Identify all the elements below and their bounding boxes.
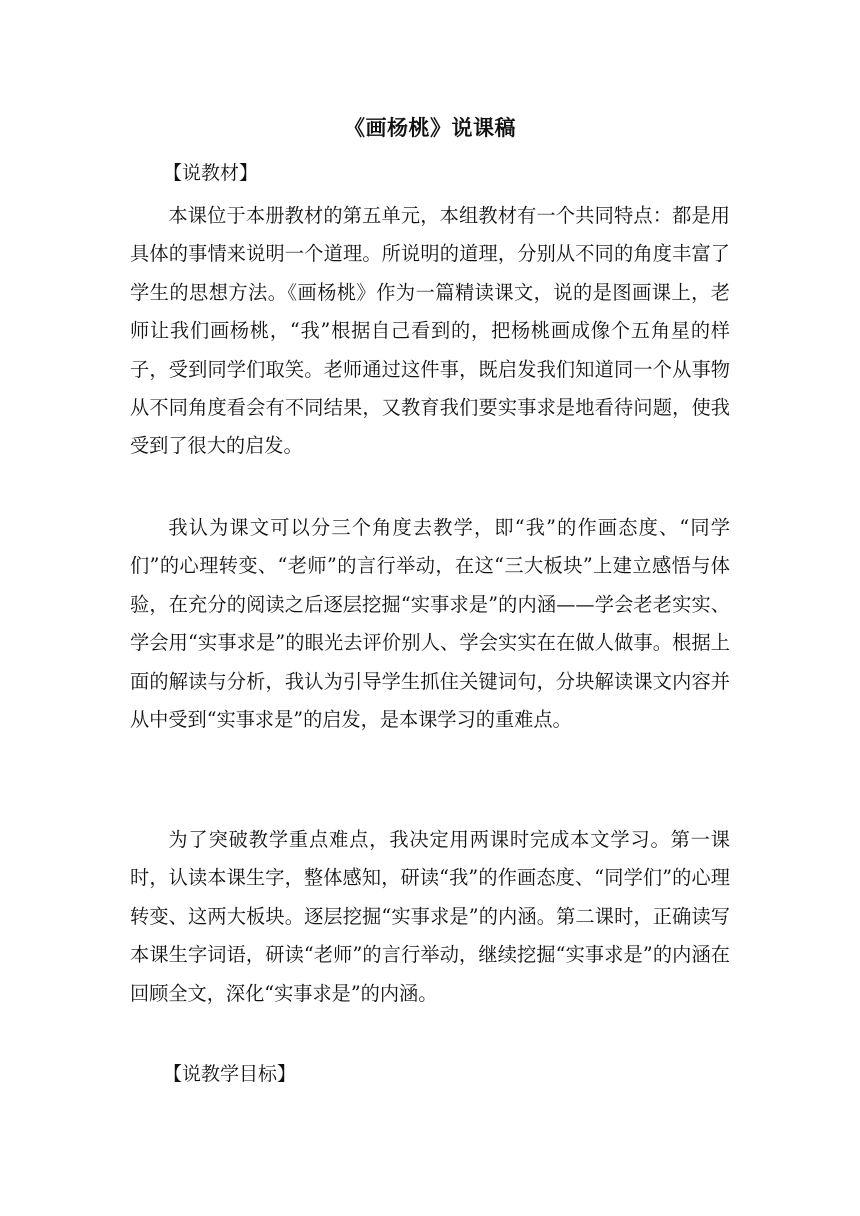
paragraph-2: 我认为课文可以分三个角度去教学，即“我”的作画态度、“同学们”的心理转变、“老师”的言行举动，在这“三大板块”上建立感悟与体验，在充分的阅读之后逐层挖掘“实事求是”的内涵——学会老老实实、学会用“实事求是”的眼光去评价别人、学会实实在在做人做事。根据上面的解读与分析，我认为引导学生抓住关键词句，分块解读课文内容并从中受到“实事求是”的启发，是本课学习的重难点。: [130, 516, 730, 732]
section-heading-teaching-material: 【说教材】: [163, 162, 259, 184]
paragraph-3: 为了突破教学重点难点，我决定用两课时完成本文学习。第一课时，认读本课生字，整体感知，研读“我”的作画态度、“同学们”的心理转变、这两大板块。逐层挖掘“实事求是”的内涵。第二课时，正确读写本课生字词语，研读“老师”的言行举动，继续挖掘“实事求是”的内涵在回顾全文，深化“实事求是”的内涵。: [130, 828, 730, 1005]
section-heading-teaching-goals: 【说教学目标】: [163, 1063, 297, 1085]
document-title: 《画杨桃》说课稿: [344, 116, 516, 140]
paragraph-1: 本课位于本册教材的第五单元，本组教材有一个共同特点：都是用具体的事情来说明一个道理。所说明的道理，分别从不同的角度丰富了学生的思想方法。《画杨桃》作为一篇精读课文，说的是图画课上，老师让我们画杨桃，“我”根据自己看到的，把杨桃画成像个五角星的样子，受到同学们取笑。老师通过这件事，既启发我们知道同一个从事物从不同角度看会有不同结果，又教育我们要实事求是地看待问题，使我受到了很大的启发。: [130, 204, 730, 458]
